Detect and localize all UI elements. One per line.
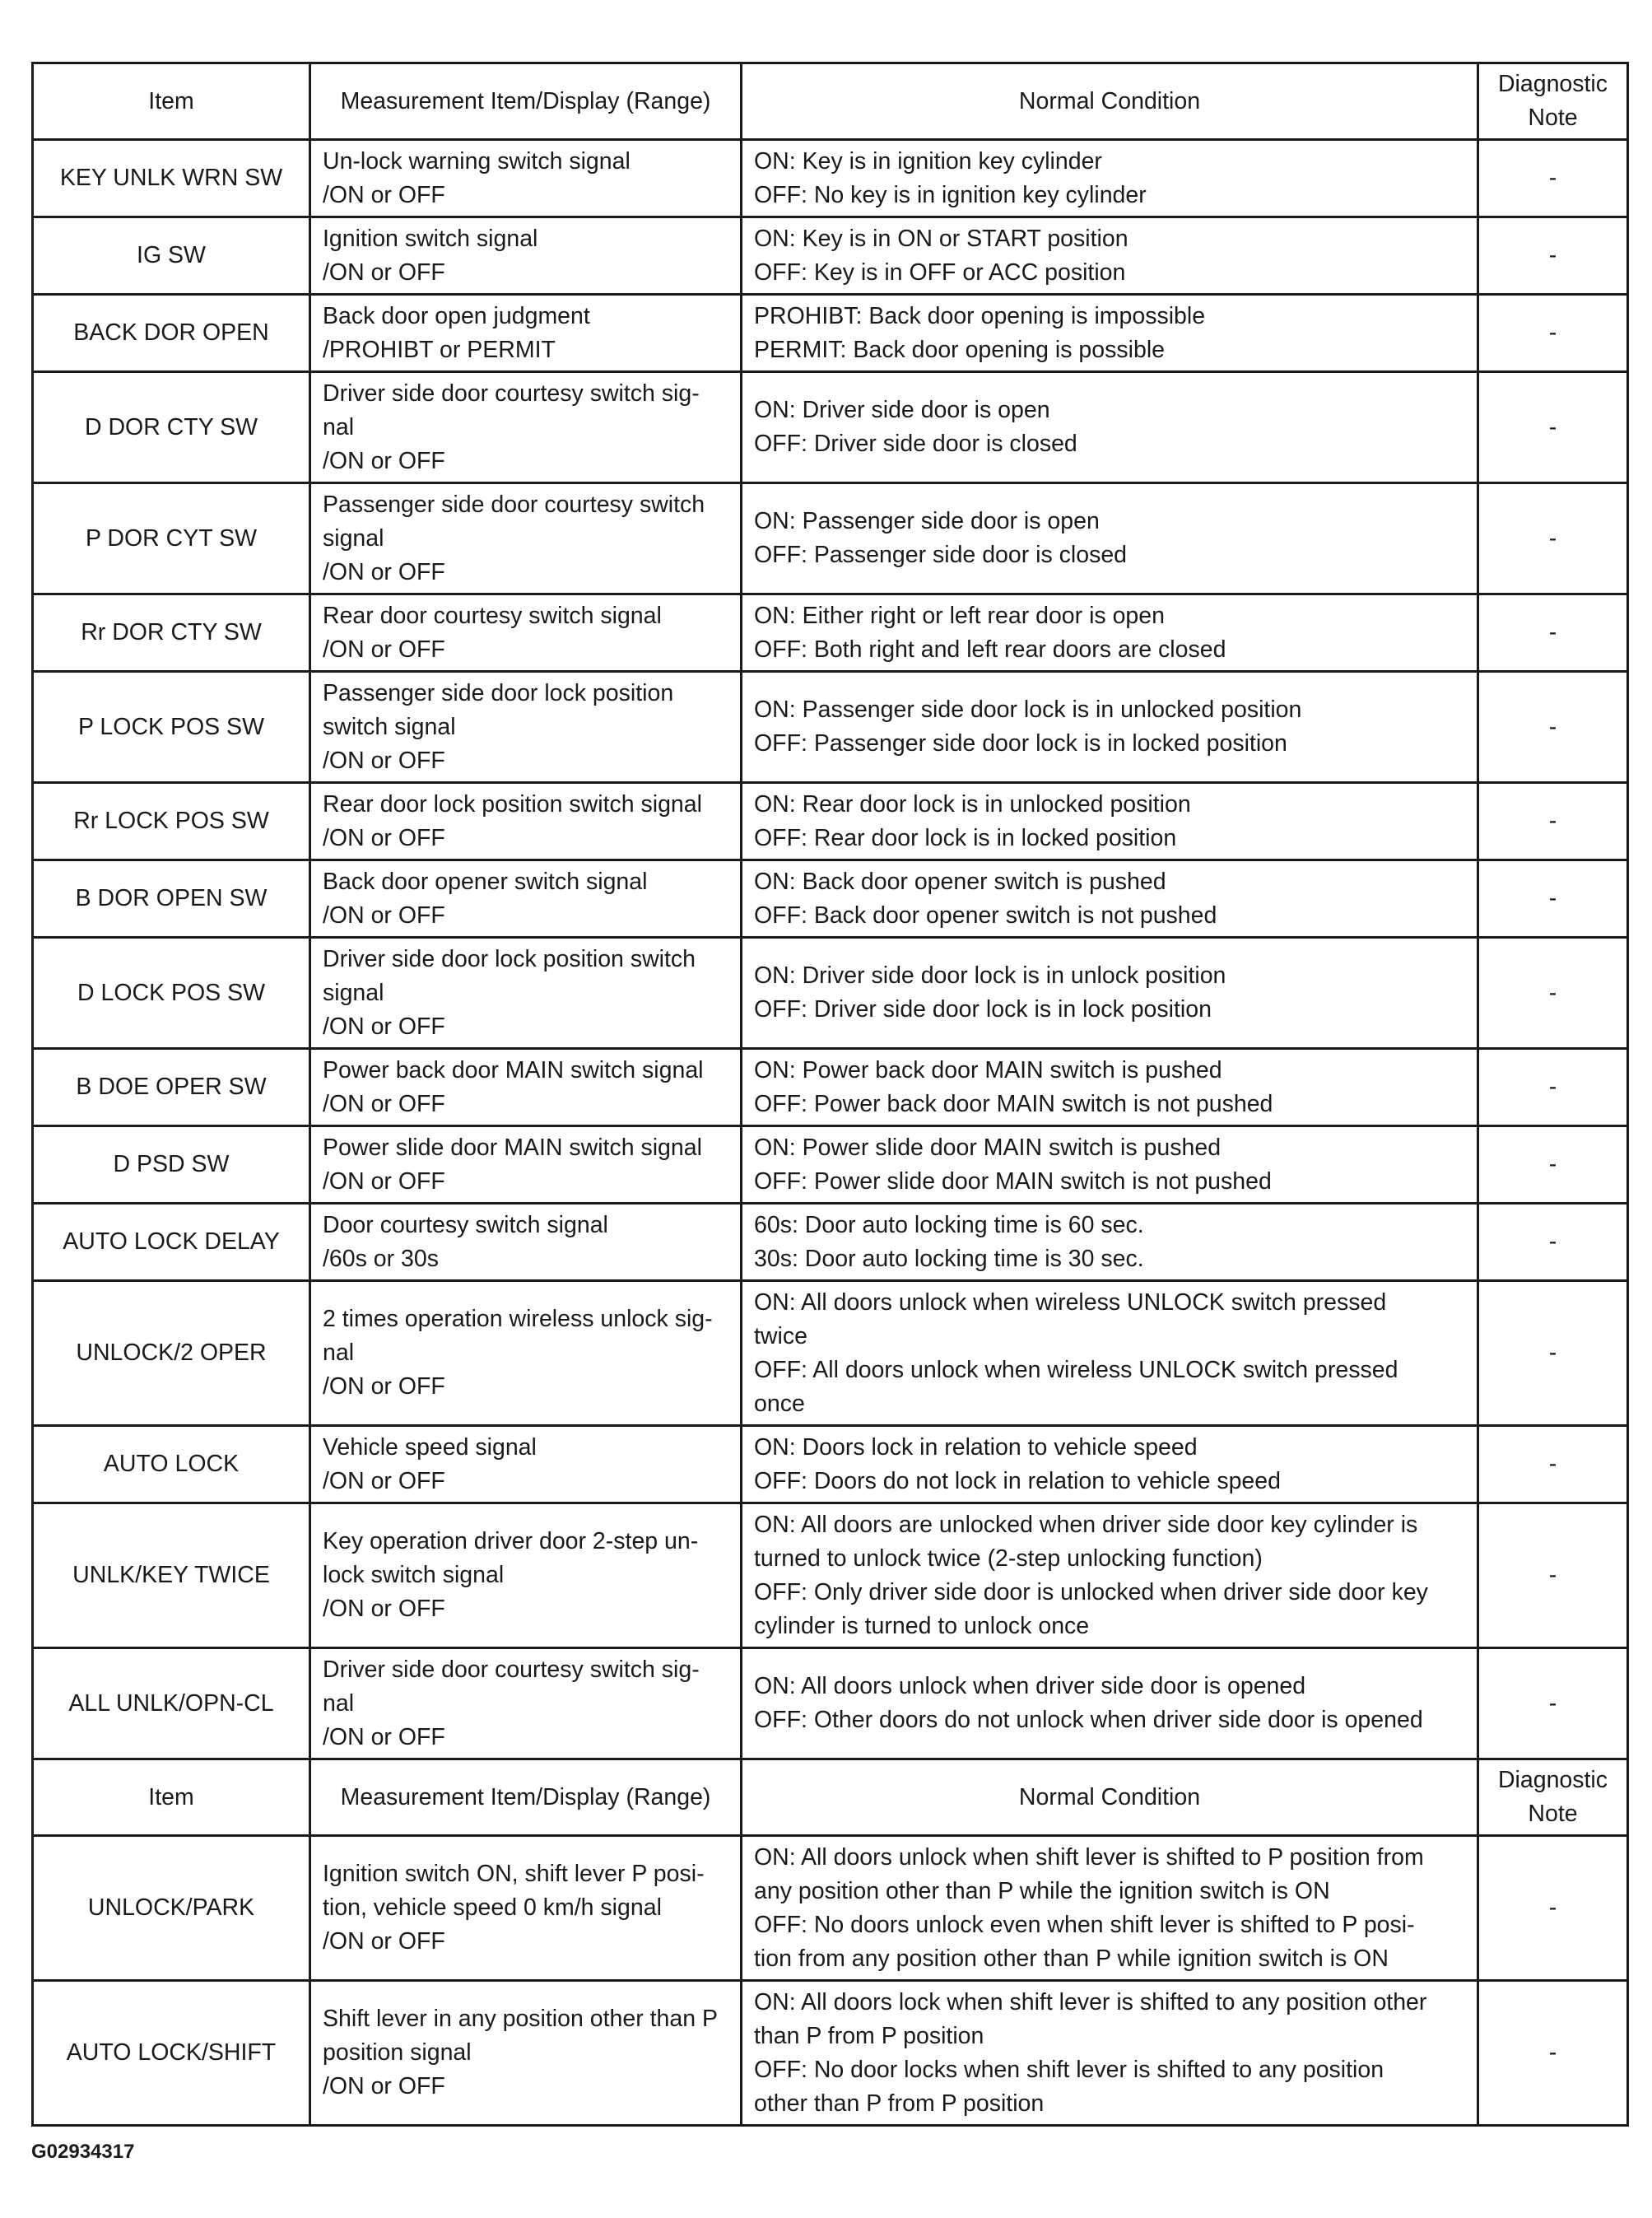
measurement-line: /ON or OFF [323, 259, 445, 286]
condition-line: cylinder is turned to unlock once [754, 1612, 1090, 1639]
table-row [33, 372, 1628, 483]
header-note-line: Diagnostic [1497, 1767, 1608, 1793]
condition-line: tion from any position other than P while ignition switch is ON [754, 1945, 1389, 1972]
diagnostic-note-cell: - [1478, 295, 1628, 372]
measurement-line: Back door opener switch signal [323, 868, 648, 895]
header-condition: Normal Condition [742, 63, 1478, 140]
table-row [33, 1126, 1628, 1204]
condition-line: OFF: Passenger side door is closed [754, 542, 1128, 568]
condition-line: ON: Power slide door MAIN switch is pushed [754, 1134, 1222, 1161]
measurement-line: /ON or OFF [323, 1467, 445, 1494]
condition-line: OFF: Power slide door MAIN switch is not pushed [754, 1167, 1272, 1195]
measurement-line: Power back door MAIN switch signal [323, 1056, 704, 1083]
measurement-line: Rear door lock position switch signal [323, 790, 702, 818]
condition-cell [742, 140, 1478, 217]
table-row [33, 1049, 1628, 1126]
condition-line: turned to unlock twice (2-step unlocking function) [754, 1545, 1263, 1572]
measurement-cell [310, 1836, 742, 1981]
measurement-line: /ON or OFF [323, 181, 445, 208]
condition-line: ON: Key is in ON or START position [754, 225, 1128, 252]
item-cell: AUTO LOCK DELAY [33, 1204, 310, 1281]
diagnostic-note-cell: - [1478, 483, 1628, 594]
diagnostic-note-cell: - [1478, 1281, 1628, 1426]
diagnostic-note-cell: - [1478, 783, 1628, 860]
measurement-line: Vehicle speed signal [323, 1433, 537, 1461]
measurement-line: /ON or OFF [323, 1723, 445, 1750]
table-header-row [33, 1759, 1628, 1836]
diagnostic-note-cell: - [1478, 217, 1628, 295]
condition-line: ON: All doors unlock when wireless UNLOCK switch pressed [754, 1288, 1387, 1316]
condition-line: ON: All doors lock when shift lever is shifted to any position other [754, 1988, 1427, 2015]
measurement-line: /60s or 30s [323, 1245, 439, 1272]
condition-line: OFF: Passenger side door lock is in locked position [754, 730, 1287, 757]
measurement-line: signal [323, 524, 384, 552]
table-row [33, 217, 1628, 295]
condition-line: ON: Driver side door is open [754, 397, 1050, 423]
condition-cell [742, 1503, 1478, 1648]
measurement-line: switch signal [323, 713, 456, 740]
header-measurement: Measurement Item/Display (Range) [310, 63, 742, 140]
measurement-cell [310, 1204, 742, 1281]
item-cell: B DOE OPER SW [33, 1049, 310, 1126]
measurement-line: nal [323, 413, 355, 440]
measurement-cell [310, 1648, 742, 1759]
measurement-cell [310, 860, 742, 938]
measurement-line: tion, vehicle speed 0 km/h signal [323, 1894, 662, 1921]
measurement-line: Power slide door MAIN switch signal [323, 1134, 702, 1161]
header-item: Item [33, 63, 310, 140]
header-note-line: Diagnostic [1497, 71, 1608, 97]
table-row [33, 594, 1628, 672]
condition-cell [742, 1836, 1478, 1981]
table-row [33, 1648, 1628, 1759]
diagnostic-note-cell: - [1478, 1836, 1628, 1981]
condition-line: OFF: Back door opener switch is not pushed [754, 902, 1217, 929]
measurement-line: /PROHIBT or PERMIT [323, 336, 556, 363]
table-header-row [33, 63, 1628, 140]
condition-cell [742, 594, 1478, 672]
condition-cell [742, 372, 1478, 483]
figure-id: G02934317 [31, 2141, 135, 2163]
diagnostic-note-cell: - [1478, 594, 1628, 672]
item-cell: UNLK/KEY TWICE [33, 1503, 310, 1648]
measurement-line: Ignition switch signal [323, 225, 538, 252]
condition-cell [742, 1281, 1478, 1426]
item-cell: B DOR OPEN SW [33, 860, 310, 938]
diagnostic-note-cell: - [1478, 1204, 1628, 1281]
table-row [33, 295, 1628, 372]
condition-cell [742, 483, 1478, 594]
condition-line: than P from P position [754, 2022, 984, 2049]
condition-line: 60s: Door auto locking time is 60 sec. [754, 1211, 1144, 1238]
header-item: Item [33, 1759, 310, 1836]
measurement-line: /ON or OFF [323, 447, 445, 474]
condition-line: OFF: Driver side door lock is in lock position [754, 996, 1212, 1023]
diagnostic-note-cell: - [1478, 1049, 1628, 1126]
condition-line: ON: Either right or left rear door is open [754, 602, 1165, 629]
measurement-line: 2 times operation wireless unlock sig- [323, 1306, 713, 1332]
condition-cell [742, 1426, 1478, 1503]
diagnostic-note-cell: - [1478, 860, 1628, 938]
table-row [33, 672, 1628, 783]
condition-cell [742, 938, 1478, 1049]
measurement-cell [310, 1049, 742, 1126]
measurement-line: /ON or OFF [323, 1013, 445, 1040]
measurement-line: Driver side door courtesy switch sig- [323, 1656, 700, 1683]
measurement-cell [310, 372, 742, 483]
condition-cell [742, 1981, 1478, 2126]
measurement-line: Shift lever in any position other than P [323, 2006, 719, 2032]
measurement-cell [310, 295, 742, 372]
condition-line: other than P from P position [754, 2090, 1045, 2117]
measurement-line: /ON or OFF [323, 824, 445, 851]
condition-line: OFF: Doors do not lock in relation to vehicle speed [754, 1467, 1281, 1494]
diagnostic-note-cell: - [1478, 1648, 1628, 1759]
table-row [33, 1981, 1628, 2126]
diagnostic-note-cell: - [1478, 140, 1628, 217]
table-row [33, 938, 1628, 1049]
measurement-line: nal [323, 1340, 355, 1366]
item-cell: D PSD SW [33, 1126, 310, 1204]
condition-line: ON: All doors are unlocked when driver side door key cylinder is [754, 1511, 1418, 1538]
measurement-line: /ON or OFF [323, 1090, 445, 1117]
diagnostic-note-cell: - [1478, 372, 1628, 483]
condition-line: OFF: No door locks when shift lever is shifted to any position [754, 2056, 1384, 2083]
condition-line: OFF: Power back door MAIN switch is not pushed [754, 1090, 1273, 1117]
condition-line: ON: Passenger side door lock is in unlocked position [754, 697, 1302, 723]
table-row [33, 1836, 1628, 1981]
header-note-line: Note [1528, 105, 1578, 131]
condition-line: ON: Driver side door lock is in unlock position [754, 962, 1226, 989]
header-measurement: Measurement Item/Display (Range) [310, 1759, 742, 1836]
item-cell: D DOR CTY SW [33, 372, 310, 483]
item-cell: BACK DOR OPEN [33, 295, 310, 372]
table-row [33, 1281, 1628, 1426]
condition-line: OFF: Both right and left rear doors are closed [754, 636, 1226, 663]
measurement-line: /ON or OFF [323, 747, 445, 774]
item-cell: AUTO LOCK/SHIFT [33, 1981, 310, 2126]
table-row [33, 1204, 1628, 1281]
measurement-line: position signal [323, 2039, 472, 2066]
item-cell: ALL UNLK/OPN-CL [33, 1648, 310, 1759]
condition-cell [742, 1049, 1478, 1126]
measurement-cell [310, 1126, 742, 1204]
measurement-line: /ON or OFF [323, 1596, 445, 1622]
measurement-cell [310, 672, 742, 783]
diagnostic-data-table [31, 62, 1629, 2127]
condition-cell [742, 1648, 1478, 1759]
condition-line: any position other than P while the ignition switch is ON [754, 1877, 1330, 1904]
condition-line: OFF: No doors unlock even when shift lever is shifted to P posi- [754, 1911, 1415, 1938]
measurement-line: Rear door courtesy switch signal [323, 602, 662, 629]
measurement-line: /ON or OFF [323, 902, 445, 929]
item-cell: AUTO LOCK [33, 1426, 310, 1503]
condition-line: OFF: Only driver side door is unlocked when driver side door key [754, 1578, 1428, 1605]
measurement-cell [310, 1981, 742, 2126]
condition-line: OFF: Rear door lock is in locked position [754, 824, 1177, 851]
measurement-line: /ON or OFF [323, 636, 445, 663]
measurement-cell [310, 938, 742, 1049]
condition-cell [742, 217, 1478, 295]
condition-line: once [754, 1390, 805, 1417]
condition-line: OFF: Key is in OFF or ACC position [754, 259, 1126, 286]
condition-line: ON: Power back door MAIN switch is pushed [754, 1056, 1222, 1083]
condition-line: ON: Doors lock in relation to vehicle speed [754, 1433, 1198, 1461]
condition-line: ON: Rear door lock is in unlocked position [754, 790, 1191, 818]
measurement-line: /ON or OFF [323, 558, 445, 585]
measurement-line: Driver side door lock position switch [323, 945, 696, 972]
header-diagnostic-note [1478, 63, 1628, 140]
diagnostic-note-cell: - [1478, 1503, 1628, 1648]
diagnostic-note-cell: - [1478, 672, 1628, 783]
condition-line: PERMIT: Back door opening is possible [754, 336, 1166, 363]
diagnostic-note-cell: - [1478, 938, 1628, 1049]
condition-line: PROHIBT: Back door opening is impossible [754, 302, 1206, 329]
measurement-line: /ON or OFF [323, 1928, 445, 1955]
item-cell: D LOCK POS SW [33, 938, 310, 1049]
diagnostic-note-cell: - [1478, 1981, 1628, 2126]
measurement-line: Back door open judgment [323, 302, 590, 329]
item-cell: P DOR CYT SW [33, 483, 310, 594]
condition-line: ON: Back door opener switch is pushed [754, 868, 1166, 895]
item-cell: Rr LOCK POS SW [33, 783, 310, 860]
condition-line: ON: Key is in ignition key cylinder [754, 147, 1102, 175]
diagnostic-note-cell: - [1478, 1126, 1628, 1204]
measurement-line: Key operation driver door 2-step un- [323, 1528, 699, 1554]
item-cell: UNLOCK/PARK [33, 1836, 310, 1981]
header-diagnostic-note [1478, 1759, 1628, 1836]
measurement-line: nal [323, 1689, 355, 1717]
measurement-line: Passenger side door courtesy switch [323, 491, 705, 518]
condition-line: OFF: Other doors do not unlock when driver side door is opened [754, 1707, 1423, 1733]
measurement-line: Door courtesy switch signal [323, 1211, 608, 1238]
item-cell: P LOCK POS SW [33, 672, 310, 783]
condition-line: ON: All doors unlock when driver side door is opened [754, 1673, 1306, 1699]
measurement-line: Passenger side door lock position [323, 679, 674, 706]
item-cell: UNLOCK/2 OPER [33, 1281, 310, 1426]
measurement-line: lock switch signal [323, 1562, 505, 1588]
condition-cell [742, 672, 1478, 783]
condition-cell [742, 295, 1478, 372]
measurement-line: /ON or OFF [323, 1167, 445, 1195]
header-condition: Normal Condition [742, 1759, 1478, 1836]
measurement-cell [310, 140, 742, 217]
item-cell: Rr DOR CTY SW [33, 594, 310, 672]
condition-cell [742, 783, 1478, 860]
table-row [33, 860, 1628, 938]
item-cell: IG SW [33, 217, 310, 295]
measurement-cell [310, 217, 742, 295]
condition-line: 30s: Door auto locking time is 30 sec. [754, 1245, 1144, 1272]
measurement-line: signal [323, 979, 384, 1006]
condition-cell [742, 860, 1478, 938]
measurement-line: Driver side door courtesy switch sig- [323, 380, 700, 407]
condition-line: twice [754, 1322, 807, 1349]
table-body [33, 63, 1628, 2126]
condition-line: OFF: Driver side door is closed [754, 431, 1077, 457]
condition-line: ON: All doors unlock when shift lever is shifted to P position from [754, 1843, 1424, 1871]
table-row [33, 1503, 1628, 1648]
table-row [33, 1426, 1628, 1503]
measurement-cell [310, 594, 742, 672]
measurement-cell [310, 1426, 742, 1503]
measurement-cell [310, 783, 742, 860]
table-row [33, 140, 1628, 217]
header-note-line: Note [1528, 1801, 1578, 1827]
measurement-line: Un-lock warning switch signal [323, 147, 631, 175]
table-row [33, 483, 1628, 594]
measurement-line: /ON or OFF [323, 1373, 445, 1400]
condition-line: OFF: No key is in ignition key cylinder [754, 181, 1147, 208]
condition-cell [742, 1204, 1478, 1281]
measurement-cell [310, 1503, 742, 1648]
measurement-cell [310, 483, 742, 594]
condition-line: OFF: All doors unlock when wireless UNLOCK switch pressed [754, 1356, 1398, 1383]
item-cell: KEY UNLK WRN SW [33, 140, 310, 217]
measurement-cell [310, 1281, 742, 1426]
measurement-line: /ON or OFF [323, 2073, 445, 2099]
measurement-line: Ignition switch ON, shift lever P posi- [323, 1861, 705, 1887]
condition-cell [742, 1126, 1478, 1204]
condition-line: ON: Passenger side door is open [754, 508, 1100, 534]
table-row [33, 783, 1628, 860]
diagnostic-note-cell: - [1478, 1426, 1628, 1503]
